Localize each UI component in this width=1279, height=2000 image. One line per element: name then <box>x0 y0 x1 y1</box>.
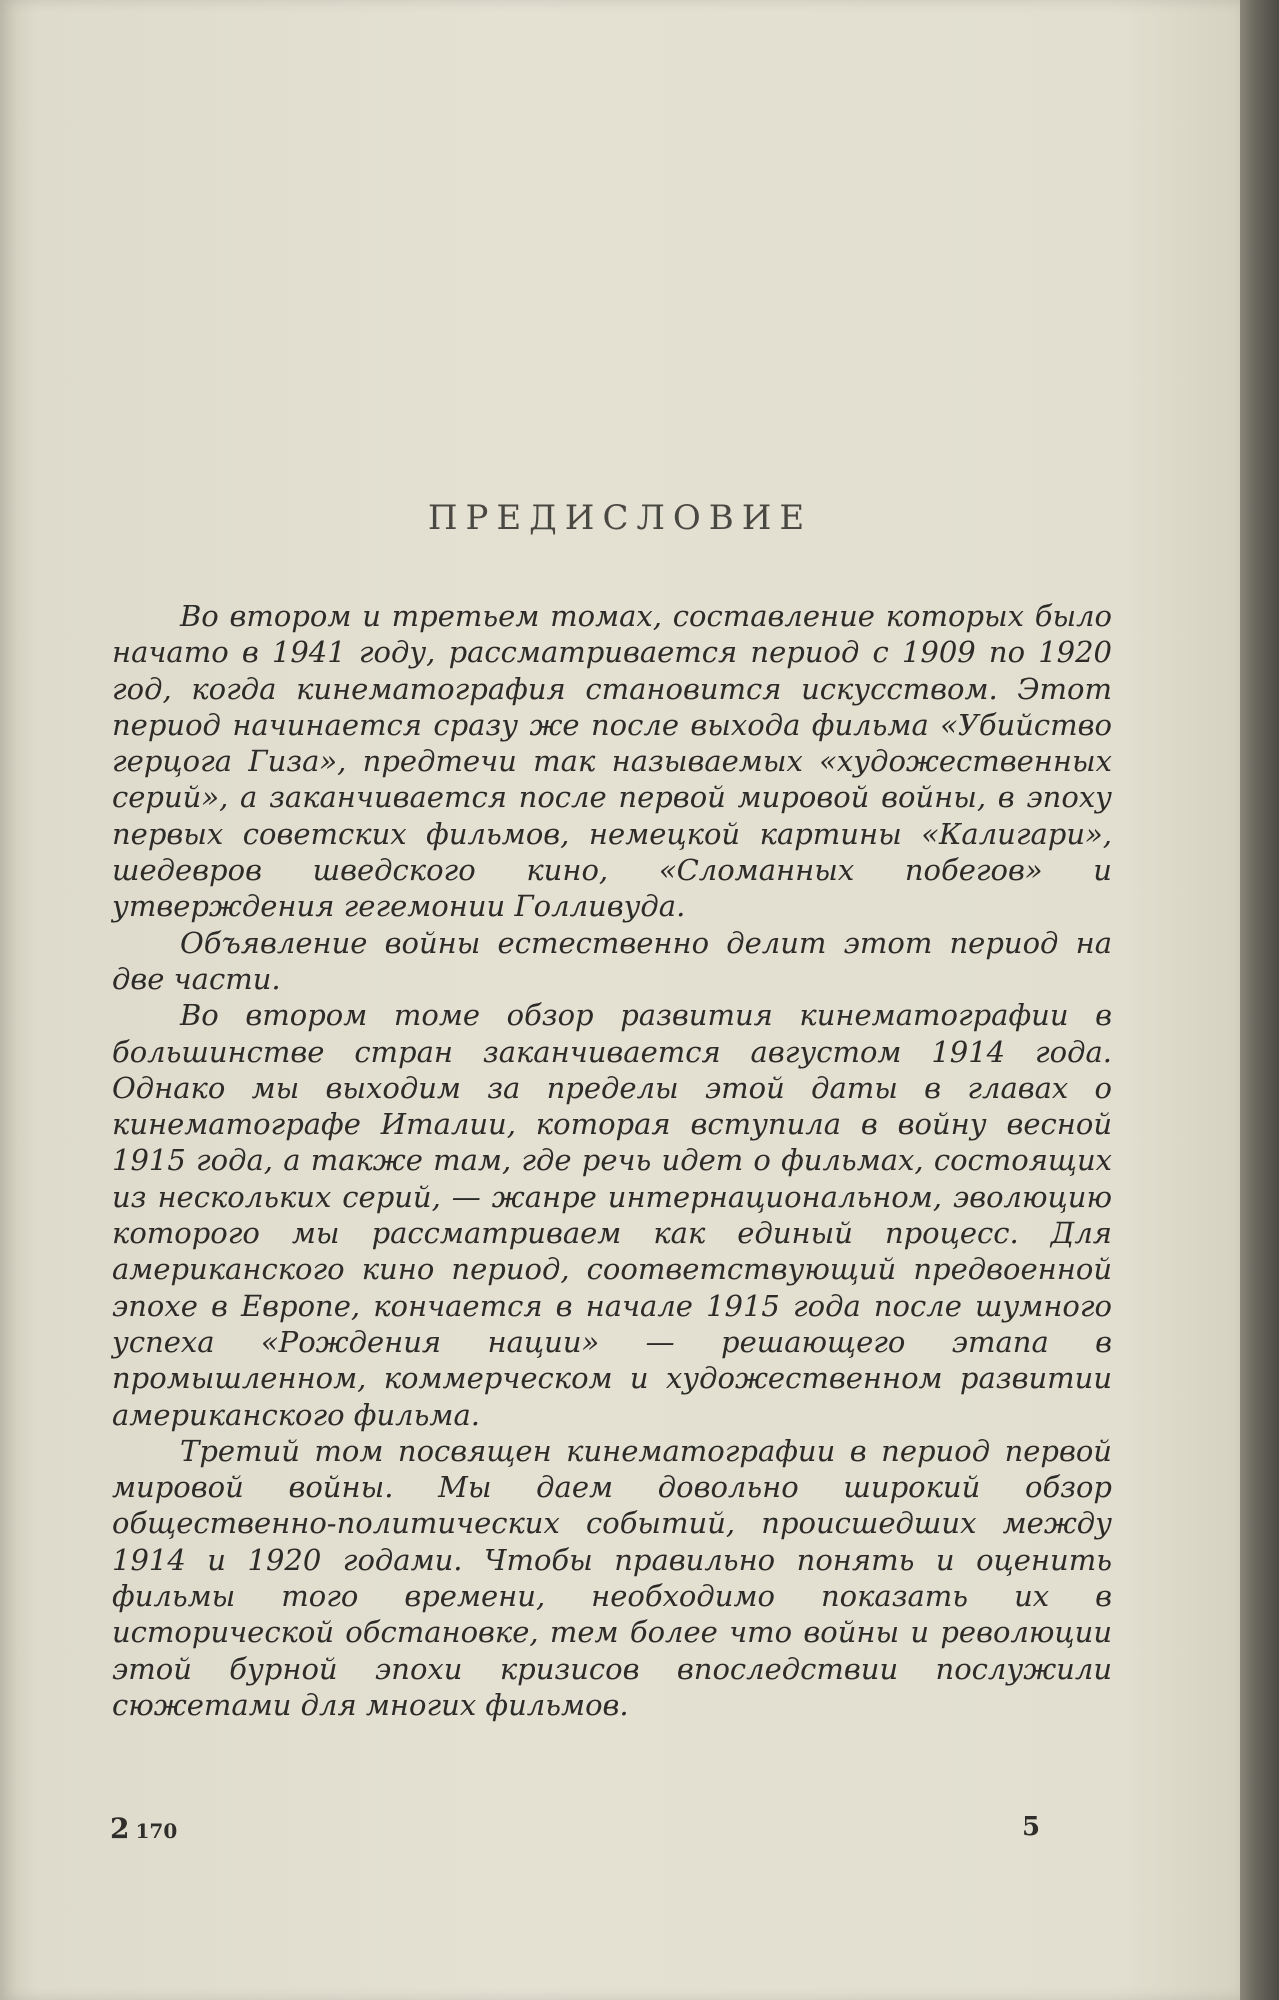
signature-number: 2 <box>110 1812 130 1845</box>
paragraph-4: Третий том посвящен кинематографии в период первой мировой войны. Мы даем довольно широкий обзор общественно-политических событий, происшедших между 1914 и 1920 годами. Чтобы правильно понять и оценить фильмы того времени, необходимо показать их в исторической обстановке, тем более что войны и революции этой бурной эпохи кризисов впоследствии послужили сюжетами для многих фильмов. <box>112 1433 1112 1722</box>
paragraph-1: Во втором и третьем томах, составление которых было начато в 1941 году, рассматривается период с 1909 по 1920 год, когда кинематография становится искусством. Этот период начинается сразу же после выхода фильма «Убийство герцога Гиза», предтечи так называемых «художественных серий», а заканчивается после первой мировой войны, в эпоху первых советских фильмов, немецкой картины «Калигари», шедевров шведского кино, «Сломанных побегов» и утверждения гегемонии Голливуда. <box>112 599 1112 924</box>
preface-text <box>112 598 1112 1723</box>
page-number: 5 <box>1022 1812 1041 1842</box>
paragraph-2: Объявление войны естественно делит этот период на две части. <box>112 925 1112 996</box>
page-title: ПРЕДИСЛОВИЕ <box>427 498 813 538</box>
signature-mark <box>110 1812 177 1845</box>
signature-code: 170 <box>135 1819 178 1843</box>
paragraph-3: Во втором томе обзор развития кинематографии в большинстве стран заканчивается августом 1914 года. Однако мы выходим за пределы этой даты в главах о кинематографе Италии, которая вступила в войну весной 1915 года, а также там, где речь идет о фильмах, состоящих из нескольких серий, — жанре интернациональном, эволюцию которого мы рассматриваем как единый процесс. Для американского кино период, соответствующий предвоенной эпохе в Европе, кончается в начале 1915 года после шумного успеха «Рождения нации» — решающего этапа в промышленном, коммерческом и художественном развитии американского фильма. <box>112 998 1112 1432</box>
page-edge-shadow <box>1240 0 1279 2000</box>
